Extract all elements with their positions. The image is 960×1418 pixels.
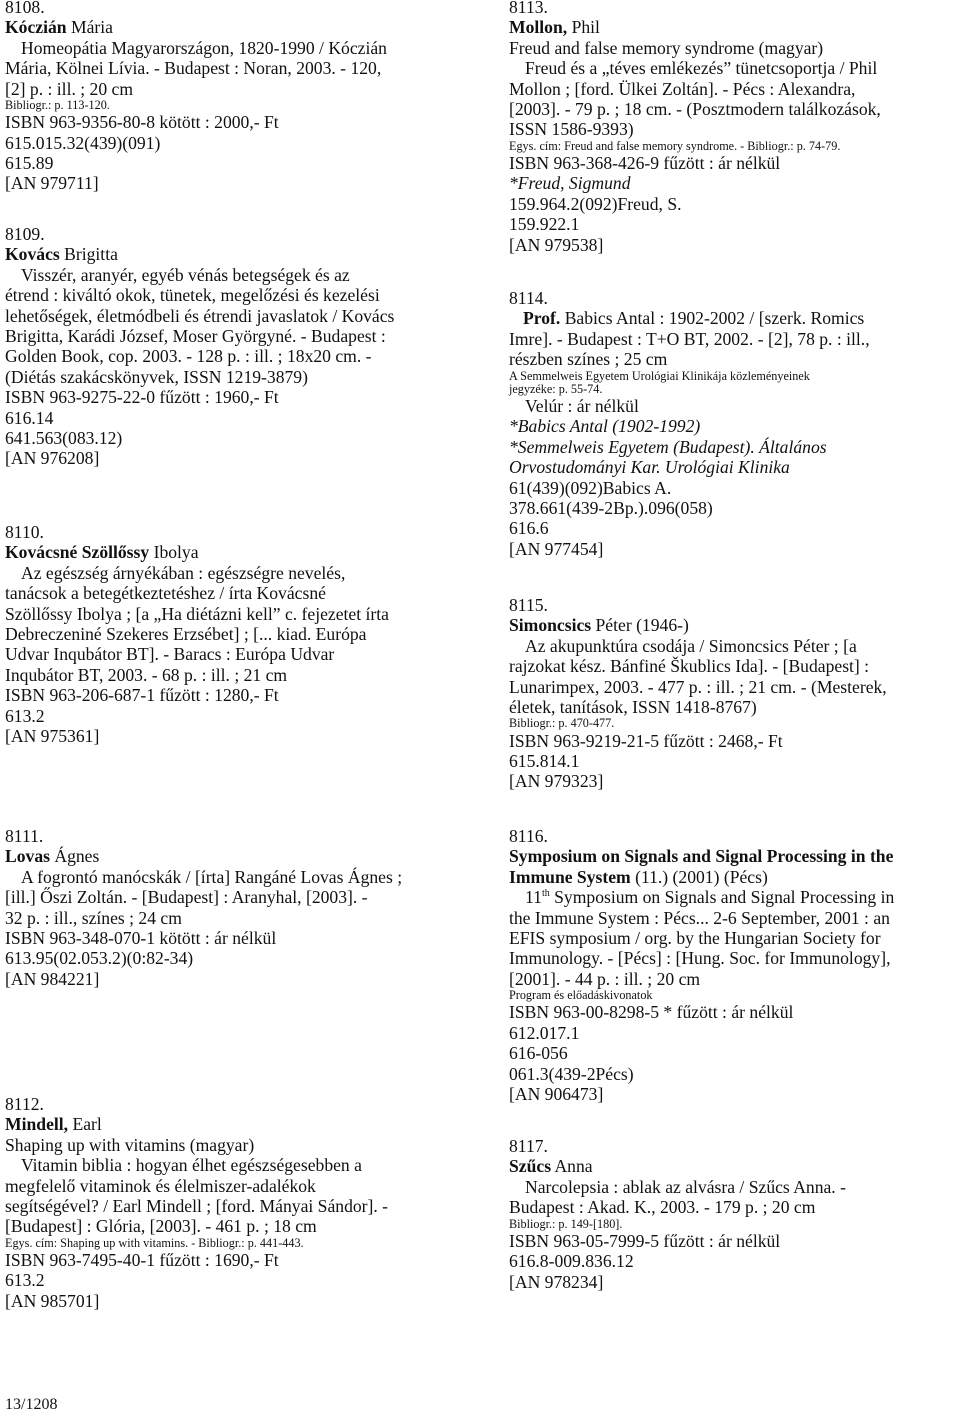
title-line: Homeopátia Magyarországon, 1820-1990 / Kóczián [21, 37, 387, 58]
desc-line: Golden Book, cop. 2003. - 128 p. : ill. ; 18x20 cm. - [5, 346, 372, 367]
author-given: Anna [551, 1156, 593, 1177]
entry-number: 8114. [509, 288, 548, 308]
class-code: 615.015.32(439)(091) [5, 132, 161, 153]
author-given: Ágnes [49, 846, 100, 867]
original-title: Freud and false memory syndrome (magyar) [509, 37, 824, 58]
entry-8116 [509, 826, 960, 1104]
author-surname: Mindell, [5, 1114, 69, 1135]
author-surname: Kovácsné Szöllőssy [5, 542, 150, 563]
class-code: 613.95(02.053.2)(0:82-34) [5, 948, 194, 969]
entry-8110 [5, 522, 475, 746]
class-code: 615.89 [5, 153, 54, 174]
an-number: [AN 976208] [5, 448, 100, 469]
isbn-line: ISBN 963-7495-40-1 fűzött : 1690,- Ft [5, 1250, 279, 1271]
title-rest: Babics Antal : 1902-2002 / [szerk. Romics [560, 308, 865, 329]
entry-author [509, 17, 960, 37]
desc-line: lehetőségek, életmódbeli és étrendi javaslatok / Kovács [5, 305, 395, 326]
title-line: Az akupunktúra csodája / Simoncsics Péter ; [a [525, 635, 857, 656]
title-line: Narcolepsia : ablak az alvásra / Szűcs Anna. - [525, 1176, 846, 1197]
subject-heading: Orvostudományi Kar. Urológiai Klinika [509, 457, 790, 478]
isbn-line: ISBN 963-368-426-9 fűzött : ár nélkül [509, 153, 781, 174]
entry-heading [509, 867, 960, 887]
title-bold: Prof. [523, 308, 561, 329]
title-line: Az egészség árnyékában : egészségre nevelés, [21, 562, 346, 583]
desc-line: [2] p. : ill. ; 20 cm [5, 78, 134, 99]
entry-number: 8113. [509, 0, 548, 17]
desc-line: Mária, Kölnei Lívia. - Budapest : Noran, 2003. - 120, [5, 58, 382, 79]
desc-line: Budapest : Akad. K., 2003. - 179 p. ; 20 cm [509, 1197, 816, 1218]
desc-line: Lunarimpex, 2003. - 477 p. : ill. ; 21 cm. - (Mesterek, [509, 676, 887, 697]
entry-number: 8116. [509, 826, 548, 846]
title-line [509, 887, 960, 907]
entry-8108 [5, 0, 475, 194]
original-title: Shaping up with vitamins (magyar) [5, 1134, 255, 1155]
entry-author [5, 542, 475, 562]
heading-rest: (11.) (2001) (Pécs) [630, 866, 768, 887]
note-line: jegyzéke: p. 55-74. [509, 381, 603, 396]
entry-8109 [5, 224, 475, 469]
desc-line: rajzokat kész. Bánfiné Škublics Ida]. - [Budapest] : [509, 656, 870, 677]
desc-line: megfelelő vitaminok és élelmiszer-adalékok [5, 1175, 316, 1196]
desc-line: Udvar Inqubátor BT]. - Baracs : Európa Udvar [5, 644, 335, 665]
entry-8114 [509, 288, 960, 559]
author-surname: Kóczián [5, 17, 67, 38]
author-surname: Simoncsics [509, 615, 592, 636]
heading-bold: Immune System [509, 866, 631, 887]
an-number: [AN 975361] [5, 726, 100, 747]
author-given: Ibolya [149, 542, 199, 563]
author-given: Brigitta [59, 244, 118, 265]
note-line: Egys. cím: Freud and false memory syndrome. - Bibliogr.: p. 74-79. [509, 138, 841, 153]
ordinal-number: 11 [525, 887, 542, 908]
note-line: Bibliogr.: p. 149-[180]. [509, 1216, 623, 1231]
entry-8115 [509, 595, 960, 792]
isbn-line: ISBN 963-206-687-1 fűzött : 1280,- Ft [5, 685, 279, 706]
ordinal-suffix: th [541, 888, 550, 900]
class-code: 616.14 [5, 407, 54, 428]
entry-number: 8109. [5, 224, 45, 244]
desc-line: Brigitta, Karádi József, Moser Györgyné. - Budapest : [5, 326, 386, 347]
entry-author [509, 615, 960, 635]
title-line [509, 308, 960, 328]
title-line: Visszér, aranyér, egyéb vénás betegségek és az [21, 264, 350, 285]
class-code: 061.3(439-2Pécs) [509, 1063, 634, 1084]
desc-line: the Immune System : Pécs... 2-6 September, 2001 : an [509, 907, 890, 928]
author-given: Earl [68, 1114, 102, 1135]
entry-8112 [5, 1094, 475, 1311]
author-given: Phil [567, 17, 600, 38]
note-line: Bibliogr.: p. 113-120. [5, 98, 110, 113]
desc-line: Debreczeniné Szekeres Erzsébet] ; [... kiad. Európa [5, 624, 367, 645]
class-code: 641.563(083.12) [5, 428, 123, 449]
class-code: 613.2 [5, 1270, 45, 1291]
page-footer: 13/1208 [5, 1396, 58, 1413]
isbn-line: ISBN 963-9219-21-5 fűzött : 2468,- Ft [509, 730, 783, 751]
desc-line: segítségével? / Earl Mindell ; [ford. Mányai Sándor]. - [5, 1196, 389, 1217]
an-number: [AN 977454] [509, 538, 604, 559]
desc-line: (Diétás szakácskönyvek, ISSN 1219-3879) [5, 366, 308, 387]
author-given: Mária [66, 17, 113, 38]
desc-line: Szöllőssy Ibolya ; [a „Ha diétázni kell” c. fejezetet írta [5, 603, 389, 624]
title-rest: Symposium on Signals and Signal Processing in [549, 887, 895, 908]
desc-line: étrend : kiváltó okok, tünetek, megelőzési és kezelési [5, 285, 380, 306]
subject-heading: *Freud, Sigmund [509, 173, 631, 194]
title-line: Freud és a „téves emlékezés” tünetcsoportja / Phil [525, 58, 878, 79]
desc-line: ISSN 1586-9393) [509, 119, 634, 140]
author-surname: Szűcs [509, 1156, 552, 1177]
entry-number: 8110. [5, 522, 44, 542]
an-number: [AN 984221] [5, 968, 100, 989]
desc-line: tanácsok a betegétkeztetéshez / írta Kovácsné [5, 583, 326, 604]
entry-number: 8115. [509, 595, 548, 615]
note-line: Egys. cím: Shaping up with vitamins. - Bibliogr.: p. 441-443. [5, 1235, 304, 1250]
class-code: 378.661(439-2Bp.).096(058) [509, 498, 713, 519]
class-code: 61(439)(092)Babics A. [509, 477, 672, 498]
isbn-line: ISBN 963-9275-22-0 fűzött : 1960,- Ft [5, 387, 279, 408]
class-code: 159.922.1 [509, 214, 580, 235]
entry-author [5, 846, 475, 866]
entry-8111 [5, 826, 475, 989]
entry-number: 8112. [5, 1094, 44, 1114]
an-number: [AN 978234] [509, 1271, 604, 1292]
desc-line: életek, tanítások, ISSN 1418-8767) [509, 697, 757, 718]
entry-8113 [509, 0, 960, 255]
desc-line: [ill.] Őszi Zoltán. - [Budapest] : Aranyhal, [2003]. - [5, 887, 368, 908]
entry-author [5, 244, 475, 264]
author-given: Péter (1946-) [591, 615, 689, 636]
price-line: Velúr : ár nélkül [525, 396, 639, 417]
subject-heading: *Semmelweis Egyetem (Budapest). Általános [509, 436, 827, 457]
desc-line: [2001]. - 44 p. : ill. ; 20 cm [509, 968, 701, 989]
desc-line: Inqubátor BT, 2003. - 68 p. : ill. ; 21 cm [5, 664, 288, 685]
desc-line: részben színes ; 25 cm [509, 349, 668, 370]
an-number: [AN 979323] [509, 771, 604, 792]
isbn-line: ISBN 963-9356-80-8 kötött : 2000,- Ft [5, 112, 279, 133]
note-line: A Semmelweis Egyetem Urológiai Klinikája közleményeinek [509, 368, 810, 383]
desc-line: 32 p. : ill., színes ; 24 cm [5, 907, 182, 928]
desc-line: EFIS symposium / org. by the Hungarian Society for [509, 928, 881, 949]
an-number: [AN 985701] [5, 1290, 100, 1311]
class-code: 616.8-009.836.12 [509, 1251, 634, 1272]
desc-line: [Budapest] : Glória, [2003]. - 461 p. ; 18 cm [5, 1216, 317, 1237]
heading-bold: Symposium on Signals and Signal Processing in the [509, 846, 894, 867]
desc-line: [2003]. - 79 p. ; 18 cm. - (Posztmodern találkozások, [509, 99, 881, 120]
entry-number: 8117. [509, 1136, 548, 1156]
note-line: Program és előadáskivonatok [509, 988, 653, 1003]
subject-heading: *Babics Antal (1902-1992) [509, 416, 701, 437]
an-number: [AN 979711] [5, 173, 99, 194]
entry-heading [509, 846, 960, 866]
author-surname: Kovács [5, 244, 60, 265]
author-surname: Lovas [5, 846, 50, 867]
entry-author [5, 1114, 475, 1134]
class-code: 612.017.1 [509, 1022, 580, 1043]
isbn-line: ISBN 963-00-8298-5 * fűzött : ár nélkül [509, 1002, 794, 1023]
author-surname: Mollon, [509, 17, 568, 38]
class-code: 615.814.1 [509, 751, 580, 772]
title-line: Vitamin biblia : hogyan élhet egészségesebben a [21, 1155, 362, 1176]
note-line: Bibliogr.: p. 470-477. [509, 716, 615, 731]
title-line: A fogrontó manócskák / [írta] Rangáné Lovas Ágnes ; [21, 866, 403, 887]
desc-line: Imre]. - Budapest : T+O BT, 2002. - [2], 78 p. : ill., [509, 328, 870, 349]
entry-number: 8111. [5, 826, 44, 846]
entry-author [509, 1156, 960, 1176]
desc-line: Immunology. - [Pécs] : [Hung. Soc. for Immunology], [509, 948, 891, 969]
class-code: 613.2 [5, 705, 45, 726]
class-code: 616-056 [509, 1043, 568, 1064]
an-number: [AN 979538] [509, 234, 604, 255]
isbn-line: ISBN 963-348-070-1 kötött : ár nélkül [5, 928, 277, 949]
entry-author [5, 17, 475, 37]
entry-number: 8108. [5, 0, 45, 17]
entry-8117 [509, 1136, 960, 1292]
desc-line: Mollon ; [ford. Ülkei Zoltán]. - Pécs : Alexandra, [509, 78, 856, 99]
class-code: 616.6 [509, 518, 549, 539]
isbn-line: ISBN 963-05-7999-5 fűzött : ár nélkül [509, 1230, 781, 1251]
an-number: [AN 906473] [509, 1084, 604, 1105]
class-code: 159.964.2(092)Freud, S. [509, 193, 682, 214]
